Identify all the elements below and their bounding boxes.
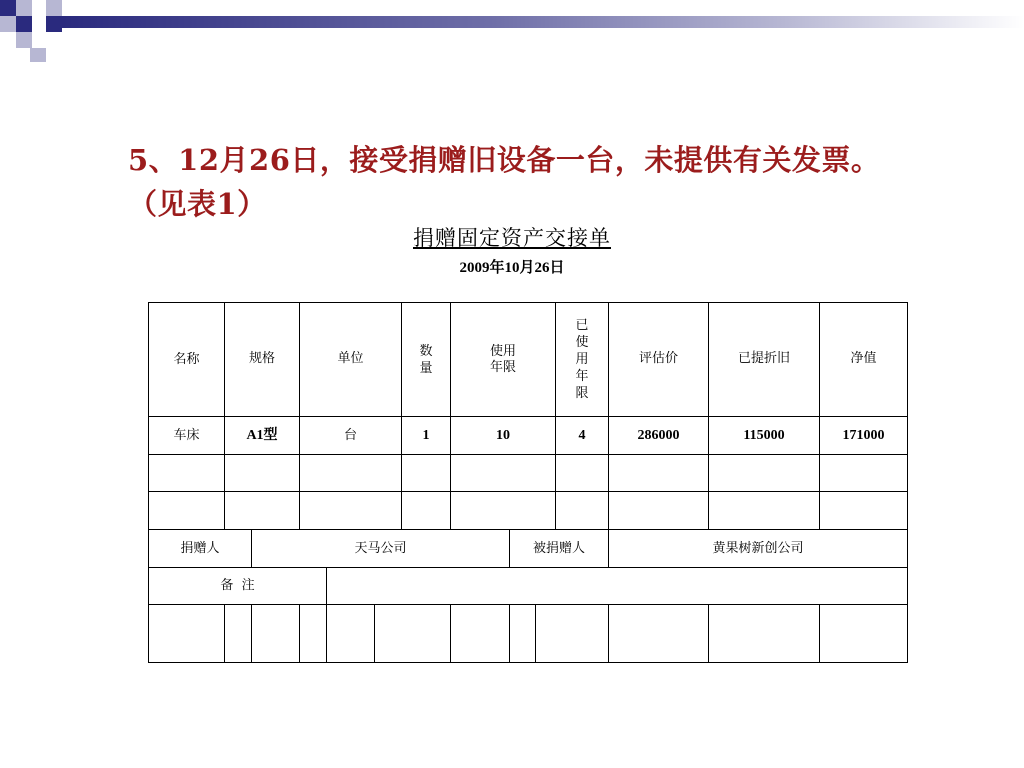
row1-spec: A1型 bbox=[246, 427, 278, 443]
header-qty bbox=[402, 303, 450, 416]
header-depr bbox=[709, 303, 819, 416]
donor-label: 捐赠人 bbox=[180, 540, 220, 556]
donee-label: 被捐赠人 bbox=[532, 540, 585, 556]
header-depr-text: 已提折旧 bbox=[737, 351, 790, 366]
header-used bbox=[556, 303, 608, 416]
remark-label: 备 注 bbox=[220, 578, 255, 593]
deco-square bbox=[16, 16, 32, 32]
row1-depr: 115000 bbox=[743, 427, 785, 443]
row1-value: 286000 bbox=[637, 427, 680, 443]
donee-value: 黄果树新创公司 bbox=[712, 540, 804, 556]
slide-heading: 5、12月26日，接受捐赠旧设备一台，未提供有关发票。（见表1） bbox=[128, 143, 881, 221]
header-value bbox=[609, 303, 708, 416]
deco-square bbox=[0, 16, 16, 32]
deco-square bbox=[46, 0, 62, 16]
row1-net: 171000 bbox=[842, 427, 885, 443]
header-name-text: 名称 bbox=[173, 351, 200, 367]
header-net bbox=[820, 303, 907, 416]
header-name bbox=[149, 303, 224, 416]
header-life-text: 使用 年限 bbox=[489, 343, 516, 375]
header-spec bbox=[225, 303, 299, 416]
deco-square bbox=[16, 32, 32, 48]
header-unit bbox=[300, 303, 401, 416]
row1-unit: 台 bbox=[343, 427, 357, 443]
form-title: 捐赠固定资产交接单 bbox=[413, 226, 611, 250]
header-net-text: 净值 bbox=[850, 351, 877, 366]
header-qty-text: 数量 bbox=[419, 343, 433, 376]
deco-square bbox=[16, 0, 32, 16]
row1-used: 4 bbox=[578, 427, 586, 443]
header-life bbox=[451, 303, 555, 416]
header-unit-text: 单位 bbox=[337, 351, 364, 366]
donor-value: 天马公司 bbox=[354, 540, 407, 556]
row1-life: 10 bbox=[496, 427, 510, 443]
row1-name: 车床 bbox=[173, 427, 200, 443]
row1-qty: 1 bbox=[422, 427, 430, 443]
deco-square bbox=[30, 48, 46, 62]
deco-square bbox=[0, 0, 16, 16]
deco-square bbox=[46, 16, 62, 32]
header-gradient-band bbox=[62, 16, 1024, 28]
header-decoration bbox=[0, 0, 1024, 64]
header-used-text: 已使用年限 bbox=[575, 318, 589, 401]
header-spec-text: 规格 bbox=[248, 351, 275, 366]
form-date: 2009年10月26日 bbox=[459, 260, 565, 276]
header-value-text: 评估价 bbox=[638, 351, 678, 366]
